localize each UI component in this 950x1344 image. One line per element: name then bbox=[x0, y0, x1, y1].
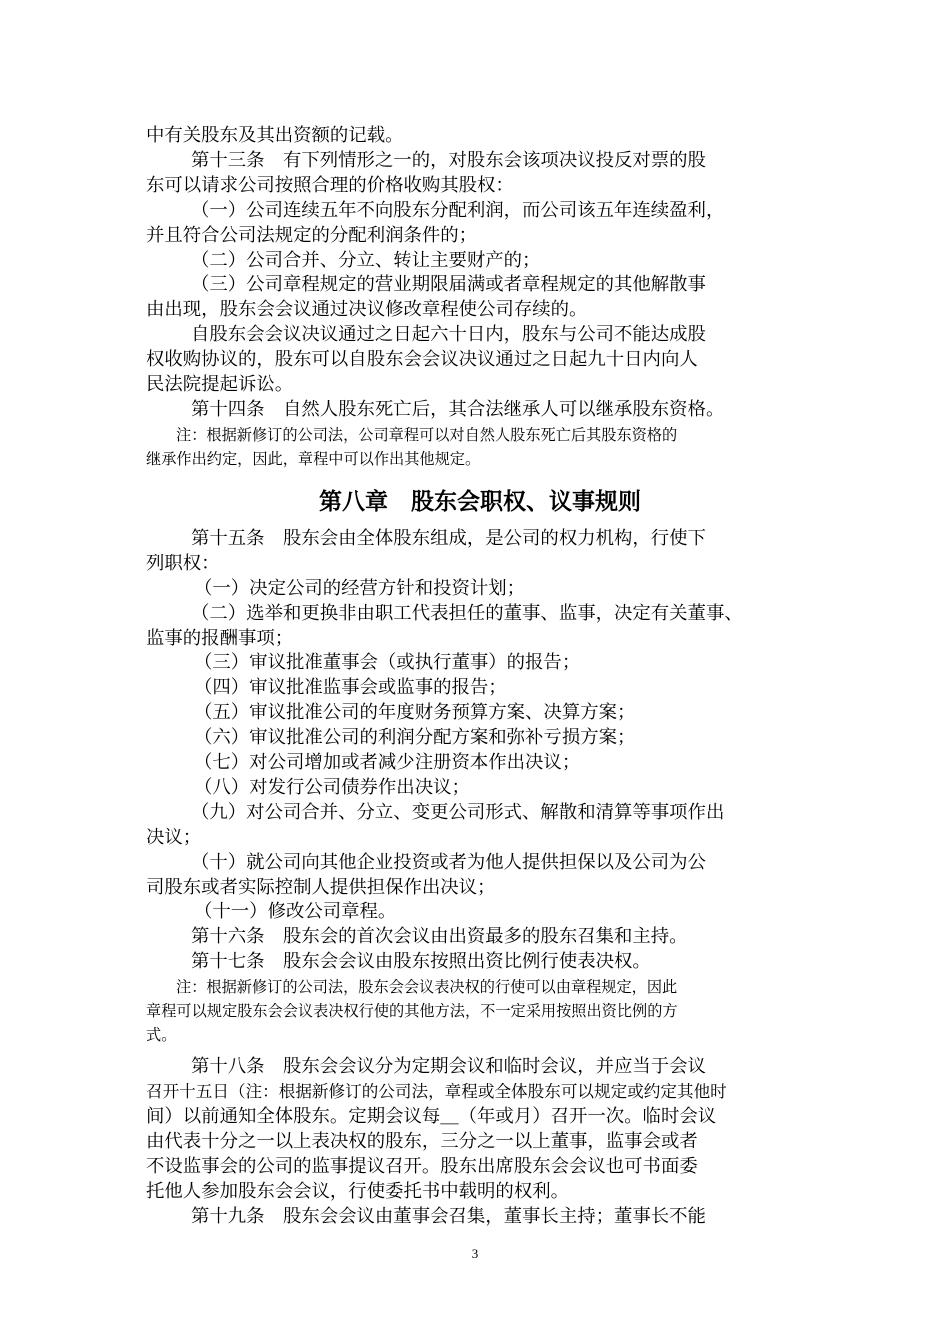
document-body bbox=[146, 124, 814, 1230]
list-item: （五）审议批准公司的年度财务预算方案、决算方案； bbox=[194, 702, 636, 724]
list-item: （八）对发行公司债券作出决议； bbox=[194, 776, 470, 798]
note-line: 式。 bbox=[146, 1026, 177, 1045]
list-item: （一）公司连续五年不向股东分配利润，而公司该五年连续盈利， bbox=[191, 199, 725, 221]
text-line: 列职权： bbox=[146, 552, 220, 574]
chapter-heading: 第八章 股东会职权、议事规则 bbox=[319, 488, 641, 515]
article-17: 第十七条 股东会会议由股东按照出资比例行使表决权。 bbox=[191, 951, 651, 973]
text-line: 权收购协议的，股东可以自股东会会议决议通过之日起九十日内向人 bbox=[146, 349, 698, 371]
list-item: （三）审议批准董事会（或执行董事）的报告； bbox=[194, 652, 581, 674]
list-item: （七）对公司增加或者减少注册资本作出决议； bbox=[194, 752, 581, 774]
note-line: 注：根据新修订的公司法，公司章程可以对自然人股东死亡后其股东资格的 bbox=[176, 425, 678, 444]
text-line: 监事的报酬事项； bbox=[146, 627, 294, 649]
article-18: 第十八条 股东会会议分为定期会议和临时会议，并应当于会议 bbox=[191, 1056, 706, 1078]
article-13: 第十三条 有下列情形之一的，对股东会该项决议投反对票的股 bbox=[191, 149, 706, 171]
text-line: 决议； bbox=[146, 826, 202, 848]
text-line: 托他人参加股东会会议，行使委托书中载明的权利。 bbox=[146, 1180, 569, 1202]
text-line: 由出现，股东会会议通过决议修改章程使公司存续的。 bbox=[146, 299, 588, 321]
list-item: （九）对公司合并、分立、变更公司形式、解散和清算等事项作出 bbox=[191, 801, 725, 823]
text-line: 由代表十分之一以上表决权的股东，三分之一以上董事，监事会或者 bbox=[146, 1130, 698, 1152]
list-item: （十）就公司向其他企业投资或者为他人提供担保以及公司为公 bbox=[191, 851, 706, 873]
note-line: 注：根据新修订的公司法，股东会会议表决权的行使可以由章程规定，因此 bbox=[176, 978, 678, 997]
article-19: 第十九条 股东会会议由董事会召集，董事长主持；董事长不能 bbox=[191, 1205, 706, 1227]
list-item: （十一）修改公司章程。 bbox=[194, 901, 397, 923]
text-line: 不设监事会的公司的监事提议召开。股东出席股东会会议也可书面委 bbox=[146, 1155, 698, 1177]
text-line: 司股东或者实际控制人提供担保作出决议； bbox=[146, 876, 496, 898]
text-line: 并且符合公司法规定的分配利润条件的； bbox=[146, 224, 478, 246]
text-line: 召开十五日（注：根据新修订的公司法，章程或全体股东可以规定或约定其他时 bbox=[146, 1082, 727, 1102]
list-item: （二）公司合并、分立、转让主要财产的； bbox=[191, 249, 541, 271]
text-line: 民法院提起诉讼。 bbox=[146, 374, 294, 396]
list-item: （六）审议批准公司的利润分配方案和弥补亏损方案； bbox=[194, 727, 636, 749]
list-item: （一）决定公司的经营方针和投资计划； bbox=[194, 577, 526, 599]
article-16: 第十六条 股东会的首次会议由出资最多的股东召集和主持。 bbox=[191, 926, 688, 948]
list-item: （三）公司章程规定的营业期限届满或者章程规定的其他解散事 bbox=[191, 274, 706, 296]
article-15: 第十五条 股东会由全体股东组成，是公司的权力机构，行使下 bbox=[191, 527, 706, 549]
text-line: 自股东会会议决议通过之日起六十日内，股东与公司不能达成股 bbox=[191, 324, 706, 346]
note-line: 章程可以规定股东会会议表决权行使的其他方法，不一定采用按照出资比例的方 bbox=[146, 1002, 678, 1021]
list-item: （二）选举和更换非由职工代表担任的董事、监事，决定有关董事、 bbox=[191, 602, 743, 624]
note-line: 继承作出约定，因此，章程中可以作出其他规定。 bbox=[146, 449, 481, 468]
text-line: 东可以请求公司按照合理的价格收购其股权： bbox=[146, 174, 514, 196]
text-line: 中有关股东及其出资额的记载。 bbox=[146, 125, 404, 146]
text-line: 间）以前通知全体股东。定期会议每＿（年或月）召开一次。临时会议 bbox=[146, 1106, 717, 1127]
article-14: 第十四条 自然人股东死亡后，其合法继承人可以继承股东资格。 bbox=[191, 398, 725, 420]
page-number: 3 bbox=[471, 1246, 479, 1261]
list-item: （四）审议批准监事会或监事的报告； bbox=[194, 677, 507, 699]
